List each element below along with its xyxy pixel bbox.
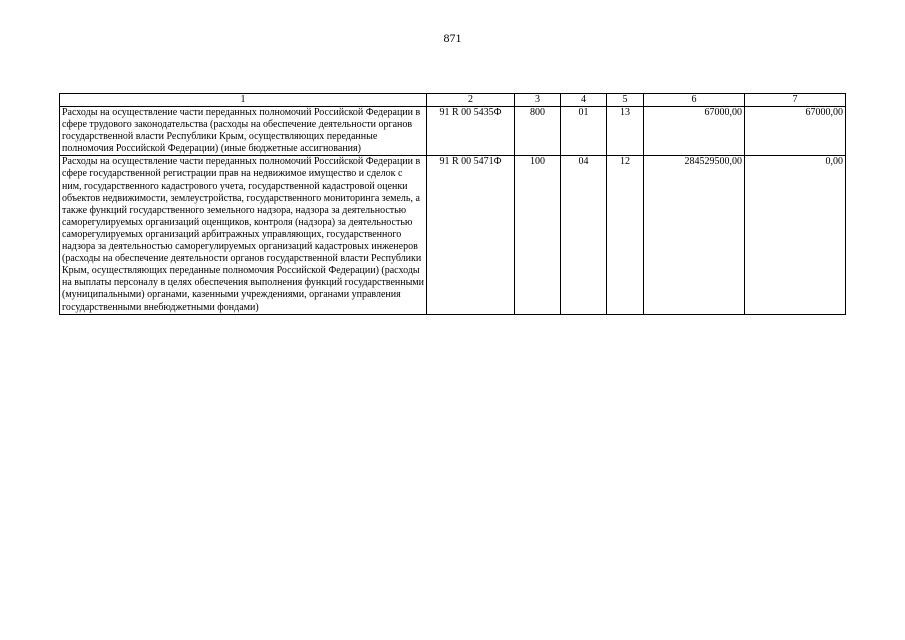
row-col6-amount: 284529500,00 bbox=[644, 156, 745, 314]
row-col7-amount: 67000,00 bbox=[745, 107, 846, 156]
column-header-6: 6 bbox=[644, 94, 745, 107]
table-header-row bbox=[60, 94, 846, 107]
column-header-2: 2 bbox=[427, 94, 515, 107]
row-code: 91 R 00 5471Ф bbox=[427, 156, 515, 314]
budget-table bbox=[59, 93, 846, 315]
row-description: Расходы на осуществление части переданных полномочий Российской Федерации в сфере трудового законодательства (расходы на обеспечение деятельности органов государственной власти Республики Крым, осуществляющих переданные полномочия Российской Федерации) (иные бюджетные ассигнования) bbox=[60, 107, 427, 156]
row-col6-amount: 67000,00 bbox=[644, 107, 745, 156]
column-header-4: 4 bbox=[561, 94, 607, 107]
column-header-3: 3 bbox=[515, 94, 561, 107]
row-col5: 12 bbox=[607, 156, 644, 314]
row-col5: 13 bbox=[607, 107, 644, 156]
row-col4: 04 bbox=[561, 156, 607, 314]
row-col7-amount: 0,00 bbox=[745, 156, 846, 314]
row-description: Расходы на осуществление части переданных полномочий Российской Федерации в сфере государственной регистрации прав на недвижимое имущество и сделок с ним, государственного кадастрового учета, государственной кадастровой оценки объектов недвижимости, землеустройства, государственного мониторинга земель, а также функций государственного земельного надзора, надзора за деятельностью саморегулируемых организаций оценщиков, контроля (надзора) за деятельностью саморегулируемых организаций арбитражных управляющих, государственного надзора за деятельностью саморегулируемых организаций кадастровых инженеров (расходы на обеспечение деятельности органов государственной власти Республики Крым, осуществляющих переданные полномочия Российской Федерации) (расходы на выплаты персоналу в целях обеспечения выполнения функций государственными (муниципальными) органами, казенными учреждениями, органами управления государственными внебюджетными фондами) bbox=[60, 156, 427, 314]
row-code: 91 R 00 5435Ф bbox=[427, 107, 515, 156]
table-row bbox=[60, 107, 846, 156]
column-header-1: 1 bbox=[60, 94, 427, 107]
row-col3: 800 bbox=[515, 107, 561, 156]
page-number: 871 bbox=[443, 31, 462, 45]
row-col3: 100 bbox=[515, 156, 561, 314]
table-row bbox=[60, 156, 846, 314]
column-header-5: 5 bbox=[607, 94, 644, 107]
column-header-7: 7 bbox=[745, 94, 846, 107]
row-col4: 01 bbox=[561, 107, 607, 156]
